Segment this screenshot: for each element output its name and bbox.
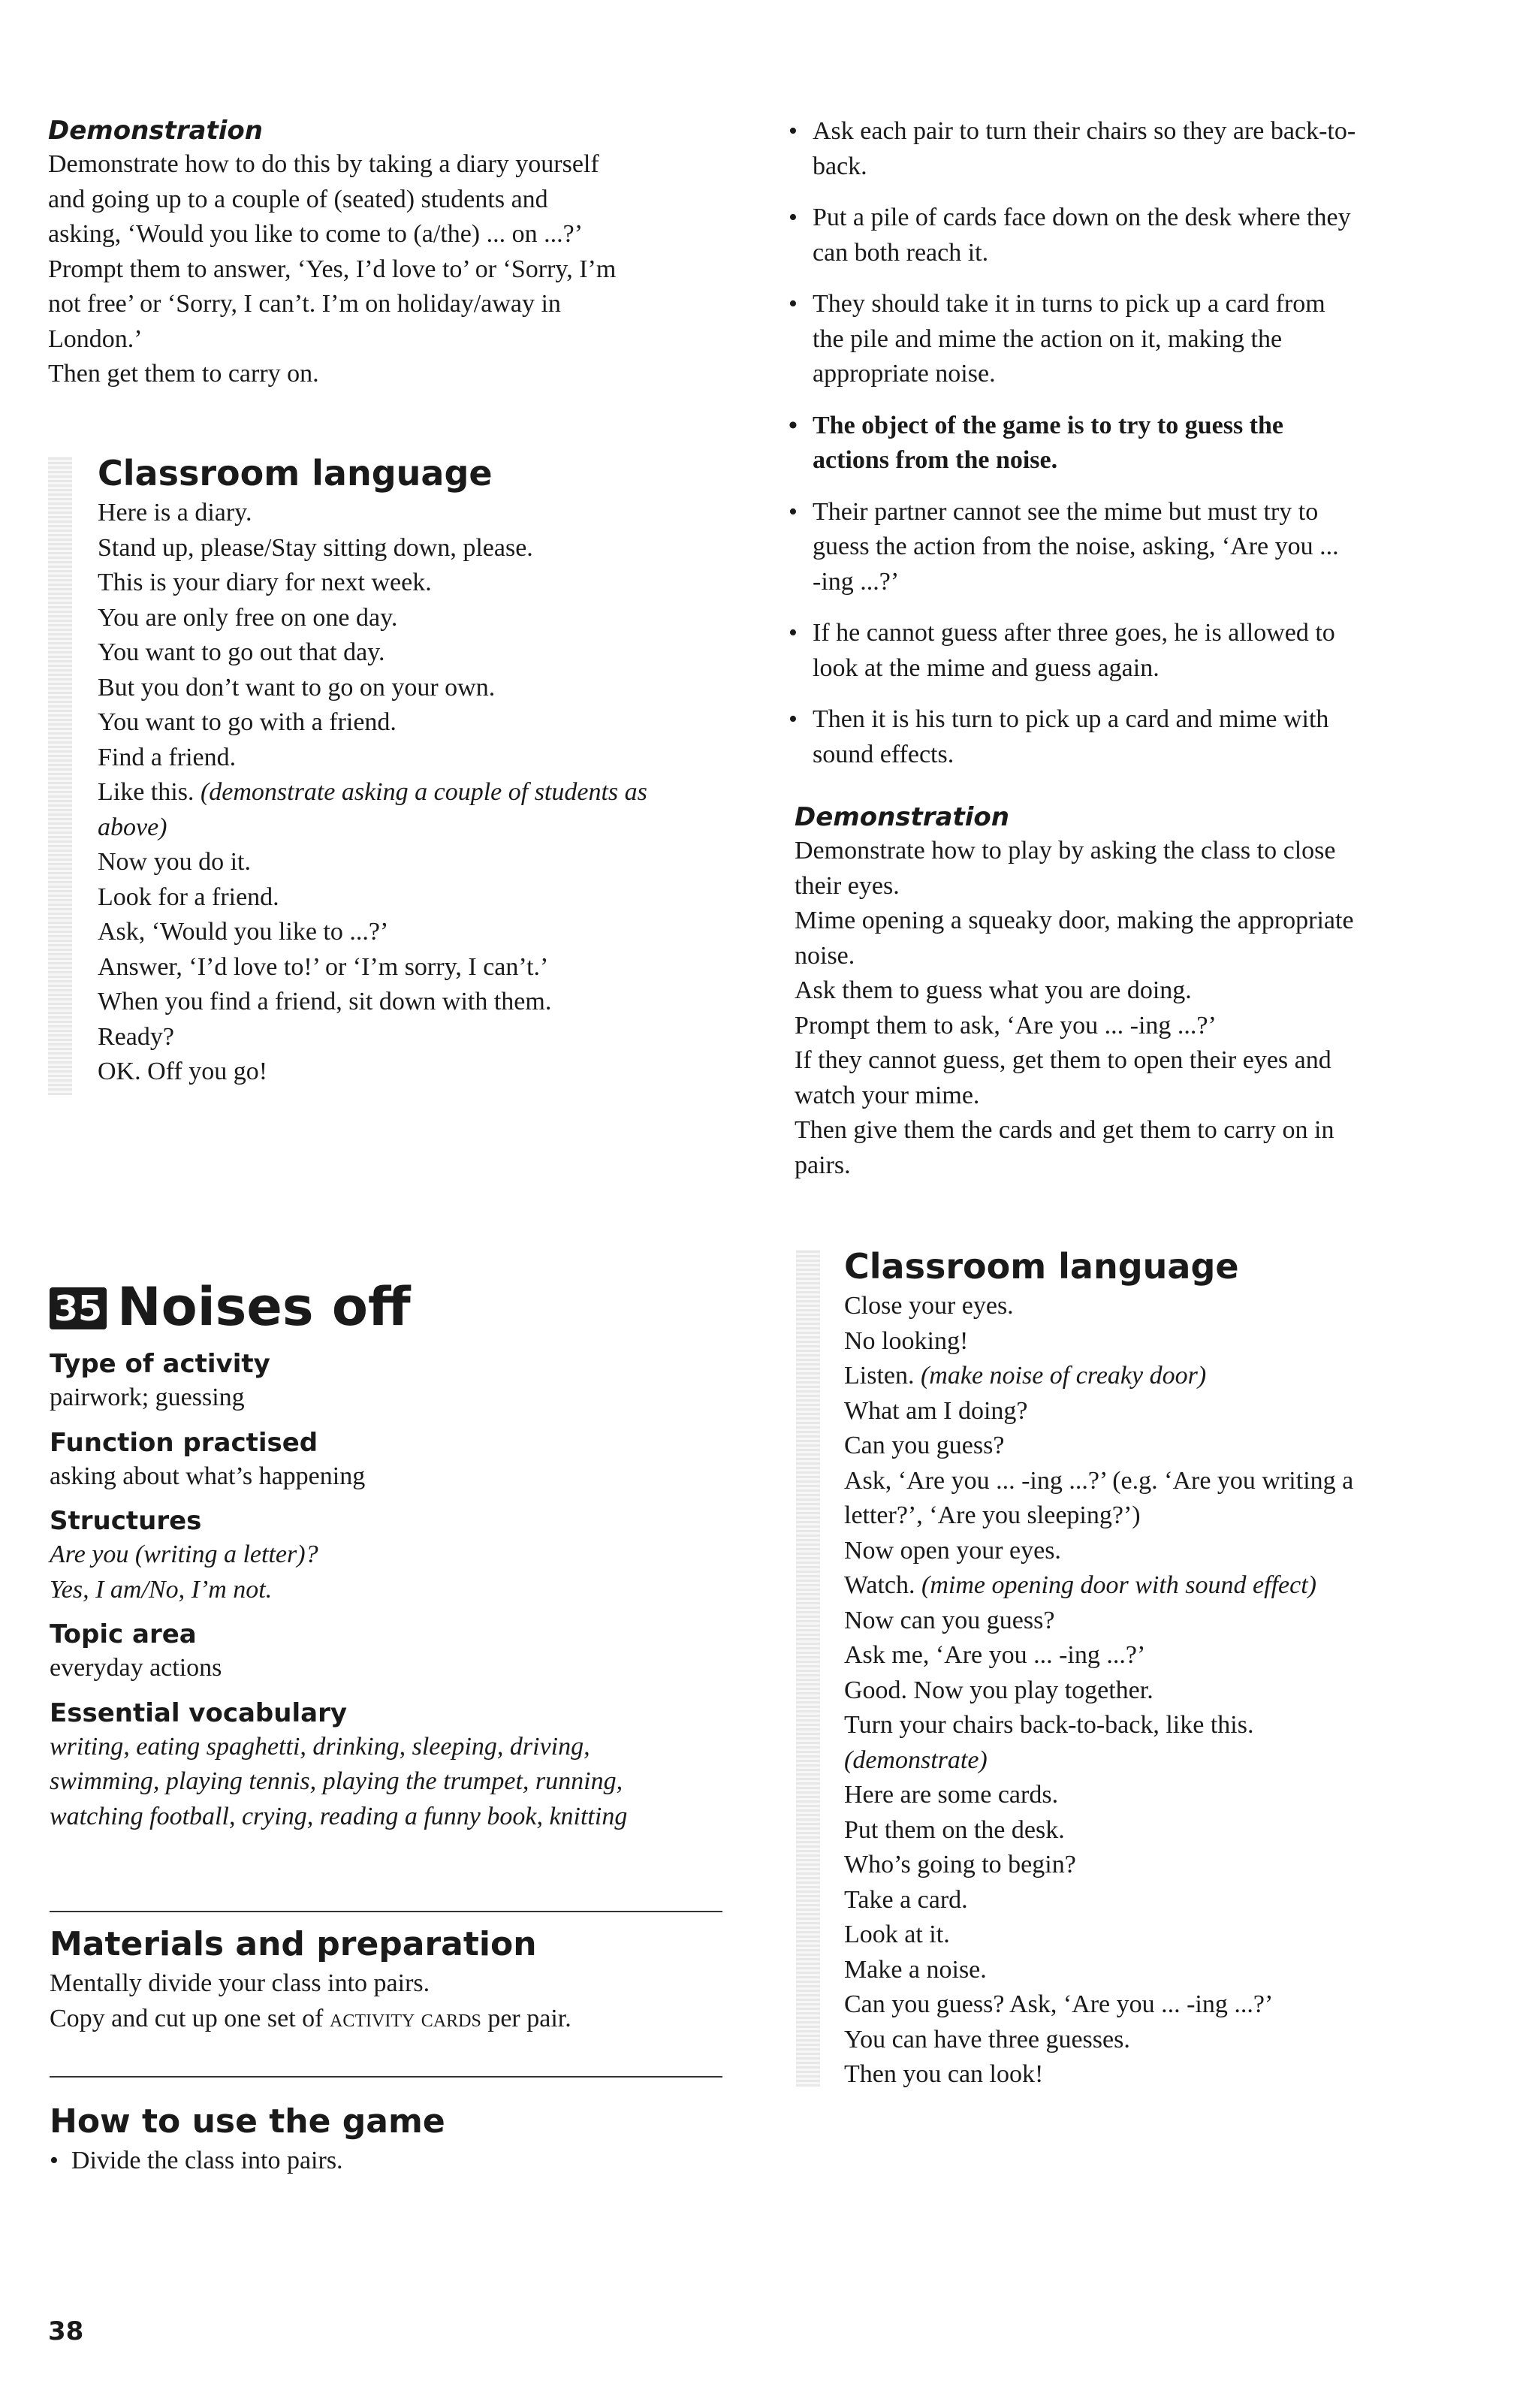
bullet-item bbox=[787, 702, 1485, 772]
bullet-item bbox=[787, 201, 1485, 270]
bullet-icon: • bbox=[789, 411, 798, 439]
activity-number-badge: 35 bbox=[50, 1287, 107, 1329]
demo-line: Then get them to carry on. bbox=[48, 360, 319, 388]
demo-line: London.’ bbox=[48, 324, 143, 353]
demo-line: and going up to a couple of (seated) students and bbox=[48, 185, 548, 213]
phrase-line: No looking! bbox=[844, 1326, 969, 1355]
phrase-line: Look at it. bbox=[844, 1921, 950, 1948]
top-right-instructions bbox=[787, 114, 1485, 789]
demo-line: watch your mime. bbox=[795, 1081, 980, 1109]
phrase-line: Can you guess? bbox=[844, 1432, 1005, 1459]
topic-area-value: everyday actions bbox=[50, 1654, 222, 1682]
bullet-line: appropriate noise. bbox=[813, 360, 996, 388]
phrase-line: Look for a friend. bbox=[98, 883, 279, 911]
materials-text: per pair. bbox=[481, 2004, 571, 2032]
phrase-line: But you don’t want to go on your own. bbox=[98, 673, 496, 702]
bullet-icon: • bbox=[50, 2147, 71, 2174]
phrase-line: Turn your chairs back-to-back, like this. bbox=[844, 1711, 1254, 1739]
phrase-line: What am I doing? bbox=[844, 1396, 1028, 1425]
shaded-margin-bar bbox=[48, 457, 72, 1095]
materials-text: Copy and cut up one set of bbox=[50, 2004, 330, 2032]
phrase-line: Now you do it. bbox=[98, 848, 251, 876]
essential-vocabulary-heading: Essential vocabulary bbox=[50, 1697, 347, 1728]
phrase-line: Good. Now you play together. bbox=[844, 1676, 1154, 1704]
phrase-line: Make a noise. bbox=[844, 1955, 987, 1984]
how-to-use-section bbox=[50, 2100, 725, 2179]
bullet-icon: • bbox=[789, 117, 798, 145]
bullet-item bbox=[787, 616, 1485, 686]
phrase-line: Answer, ‘I’d love to!’ or ‘I’m sorry, I can’t.’ bbox=[98, 952, 549, 981]
demo-line: pairs. bbox=[795, 1151, 851, 1179]
materials-line: Mentally divide your class into pairs. bbox=[50, 1969, 430, 1997]
demo-line: not free’ or ‘Sorry, I can’t. I’m on holiday/away in bbox=[48, 290, 561, 318]
type-of-activity-heading: Type of activity bbox=[50, 1349, 270, 1379]
phrase-line: Ask me, ‘Are you ... -ing ...?’ bbox=[844, 1641, 1146, 1669]
function-practised-value: asking about what’s happening bbox=[50, 1462, 366, 1490]
vocabulary-line: watching football, crying, reading a funny book, knitting bbox=[50, 1802, 628, 1830]
function-practised-heading: Function practised bbox=[50, 1427, 318, 1458]
bullet-icon: • bbox=[789, 290, 798, 318]
phrase-line: letter?’, ‘Are you sleeping?’) bbox=[844, 1501, 1141, 1529]
phrase-line: Listen. (make noise of creaky door) bbox=[844, 1362, 1207, 1390]
phrase-line: Watch. (mime opening door with sound effect) bbox=[844, 1571, 1316, 1599]
bullet-item bbox=[787, 287, 1485, 392]
bullet-line: -ing ...?’ bbox=[813, 567, 900, 596]
phrase-line: OK. Off you go! bbox=[98, 1058, 268, 1085]
bullet-line: Put a pile of cards face down on the desk where they bbox=[813, 204, 1351, 231]
phrase-line: Close your eyes. bbox=[844, 1292, 1014, 1320]
phrase-line: You can have three guesses. bbox=[844, 2025, 1130, 2053]
page-number: 38 bbox=[48, 2316, 84, 2346]
bullet-icon: • bbox=[789, 705, 798, 733]
phrase-line: Then you can look! bbox=[844, 2060, 1044, 2088]
structures-line: Are you (writing a letter)? bbox=[50, 1540, 318, 1568]
phrase-line: Ask, ‘Would you like to ...?’ bbox=[98, 918, 389, 946]
phrase-line: Ask, ‘Are you ... -ing ...?’ (e.g. ‘Are you writing a bbox=[844, 1466, 1354, 1495]
top-right-demonstration bbox=[795, 801, 1493, 1183]
demonstration-heading: Demonstration bbox=[795, 802, 1009, 832]
phrase-line: Stand up, please/Stay sitting down, please. bbox=[98, 533, 533, 562]
vocabulary-line: writing, eating spaghetti, drinking, sleeping, driving, bbox=[50, 1732, 590, 1761]
demo-line: noise. bbox=[795, 941, 855, 970]
section-divider bbox=[50, 1911, 722, 1912]
classroom-language-list bbox=[844, 1289, 1490, 2093]
materials-section bbox=[50, 1923, 725, 2036]
demo-line: Demonstrate how to play by asking the class to close bbox=[795, 837, 1336, 865]
demo-line: Mime opening a squeaky door, making the appropriate bbox=[795, 907, 1354, 934]
bullet-line: guess the action from the noise, asking, ‘Are you ... bbox=[813, 533, 1339, 560]
phrase-line: Now can you guess? bbox=[844, 1606, 1055, 1634]
phrase-line: Here are some cards. bbox=[844, 1781, 1059, 1809]
phrase-line: Take a card. bbox=[844, 1885, 968, 1914]
bullet-line: Ask each pair to turn their chairs so they are back-to- bbox=[813, 117, 1356, 145]
bullet-icon: • bbox=[789, 204, 798, 231]
activity-title bbox=[50, 1275, 725, 1338]
bullet-line: Then it is his turn to pick up a card and mime with bbox=[813, 705, 1329, 733]
bottom-right-classroom-language bbox=[844, 1244, 1490, 2093]
bullet-line: the pile and mime the action on it, making the bbox=[813, 324, 1283, 353]
structures-line: Yes, I am/No, I’m not. bbox=[50, 1575, 273, 1604]
phrase-line: You are only free on one day. bbox=[98, 603, 398, 632]
demonstration-text bbox=[48, 147, 724, 392]
classroom-language-heading: Classroom language bbox=[844, 1246, 1239, 1287]
bullet-item bbox=[787, 114, 1485, 184]
materials-line bbox=[50, 2002, 725, 2037]
phrase-line: Ready? bbox=[98, 1022, 174, 1051]
top-left-classroom-language bbox=[98, 451, 728, 1090]
how-to-use-heading: How to use the game bbox=[50, 2102, 445, 2141]
topic-area-heading: Topic area bbox=[50, 1619, 197, 1649]
phrase-line: Put them on the desk. bbox=[844, 1815, 1065, 1844]
bullet-line: sound effects. bbox=[813, 740, 954, 768]
bullet-line: actions from the noise. bbox=[813, 446, 1058, 474]
demo-line: If they cannot guess, get them to open their eyes and bbox=[795, 1046, 1331, 1074]
bullet-item bbox=[787, 495, 1485, 600]
classroom-language-list bbox=[98, 496, 728, 1090]
phrase-line: You want to go with a friend. bbox=[98, 708, 397, 736]
demo-line: asking, ‘Would you like to come to (a/the) ... on ...?’ bbox=[48, 220, 584, 248]
materials-heading: Materials and preparation bbox=[50, 1925, 537, 1963]
type-of-activity-value: pairwork; guessing bbox=[50, 1384, 245, 1411]
demo-line: Prompt them to answer, ‘Yes, I’d love to’ or ‘Sorry, I’m bbox=[48, 255, 617, 283]
top-left-demonstration bbox=[48, 114, 724, 392]
bullet-line: If he cannot guess after three goes, he is allowed to bbox=[813, 619, 1335, 647]
activity-details bbox=[50, 1347, 725, 1834]
demonstration-heading: Demonstration bbox=[48, 116, 263, 146]
how-to-bullet bbox=[50, 2144, 725, 2179]
stage-direction: above) bbox=[98, 813, 167, 841]
bullet-line: look at the mime and guess again. bbox=[813, 653, 1160, 682]
phrase-line: Who’s going to begin? bbox=[844, 1851, 1076, 1878]
demo-line: Demonstrate how to do this by taking a diary yourself bbox=[48, 150, 599, 178]
phrase-line: Find a friend. bbox=[98, 743, 237, 771]
bullet-line: The object of the game is to try to guess the bbox=[813, 411, 1283, 439]
phrase-line: You want to go out that day. bbox=[98, 638, 385, 666]
section-divider bbox=[50, 2076, 722, 2078]
phrase-line bbox=[98, 775, 728, 810]
phrase-line: Now open your eyes. bbox=[844, 1536, 1061, 1565]
phrase-line: Can you guess? Ask, ‘Are you ... -ing ...?’ bbox=[844, 1990, 1274, 2018]
demo-line: Ask them to guess what you are doing. bbox=[795, 976, 1192, 1004]
bullet-line: can both reach it. bbox=[813, 238, 989, 267]
activity-cards-term: activity cards bbox=[330, 2004, 481, 2032]
demo-line: Then give them the cards and get them to carry on in bbox=[795, 1116, 1334, 1144]
classroom-language-heading: Classroom language bbox=[98, 453, 493, 493]
bullet-line: They should take it in turns to pick up a card from bbox=[813, 290, 1325, 318]
instruction-bullets bbox=[787, 114, 1485, 772]
bullet-item-bold bbox=[787, 409, 1485, 478]
activity-title-text: Noises off bbox=[117, 1276, 411, 1338]
phrase-text: Like this. bbox=[98, 778, 195, 806]
phrase-line: When you find a friend, sit down with them. bbox=[98, 988, 552, 1015]
vocabulary-line: swimming, playing tennis, playing the trumpet, running, bbox=[50, 1767, 623, 1795]
bullet-line: Their partner cannot see the mime but must try to bbox=[813, 497, 1319, 526]
demo-line: their eyes. bbox=[795, 871, 900, 900]
bullet-text: Divide the class into pairs. bbox=[71, 2147, 343, 2174]
shaded-margin-bar bbox=[796, 1250, 820, 2087]
phrase-line: (demonstrate) bbox=[844, 1746, 988, 1774]
stage-direction: (demonstrate asking a couple of students as bbox=[200, 778, 647, 806]
structures-heading: Structures bbox=[50, 1506, 202, 1536]
phrase-line: Here is a diary. bbox=[98, 499, 252, 527]
bullet-line: back. bbox=[813, 152, 867, 180]
demo-line: Prompt them to ask, ‘Are you ... -ing ...?’ bbox=[795, 1011, 1217, 1040]
phrase-line: This is your diary for next week. bbox=[98, 569, 432, 596]
bullet-icon: • bbox=[789, 619, 798, 647]
bullet-icon: • bbox=[789, 497, 798, 526]
